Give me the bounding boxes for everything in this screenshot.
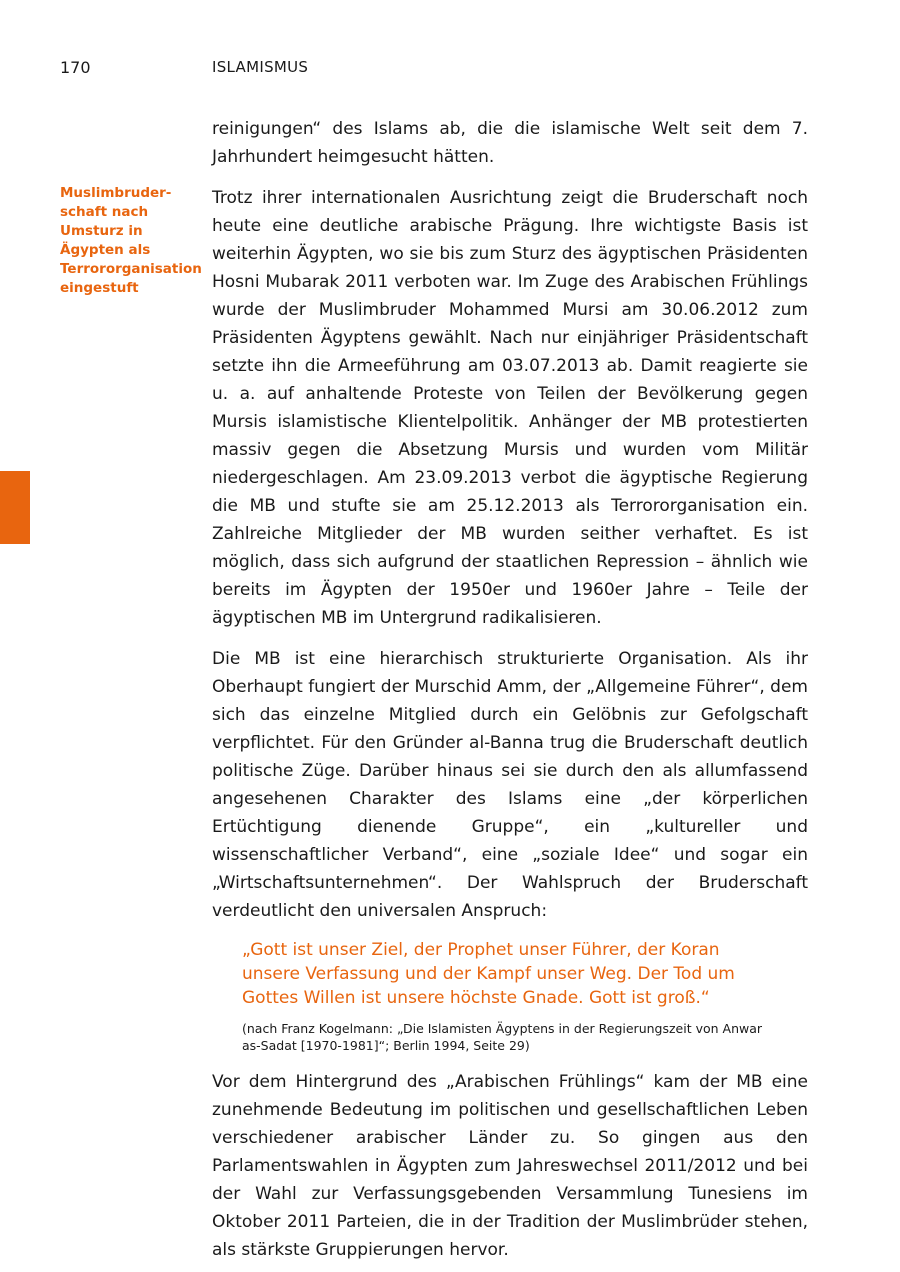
running-header: ISLAMISMUS (212, 58, 309, 76)
paragraph-1: reinigungen“ des Islams ab, die die islamische Welt seit dem 7. Jahrhundert heimgesucht hätten. (212, 119, 808, 167)
paragraph-3: Die MB ist eine hierarchisch strukturierte Organisation. Als ihr Oberhaupt fungiert der Murschid Amm, der „Allgemeine Führer“, dem sich das einzelne Mitglied durch ein Gelöbnis zur Gefolgschaft verpflichtet. Für den Gründer al-Banna trug die Bruderschaft deutlich politische Züge. Darüber hinaus sei sie durch den als allumfassend angesehenen Charakter des Islams eine „der körperlichen Ertüchtigung dienende Gruppe“, ein „kultureller und wissenschaftlicher Verband“, eine „soziale Idee“ und sogar ein „Wirtschaftsunternehmen“. Der Wahlspruch der Bruderschaft verdeutlicht den universalen Anspruch: (212, 649, 808, 921)
body-text (212, 115, 808, 1264)
chapter-tab-marker (0, 471, 30, 544)
quote-text: „Gott ist unser Ziel, der Prophet unser Führer, der Koran unsere Verfassung und der Kampf unser Weg. Der Tod um Gottes Willen ist unsere höchste Gnade. Gott ist groß.“ (242, 940, 735, 1008)
page-number: 170 (60, 58, 91, 77)
blockquote (242, 938, 780, 1054)
marginal-note: Muslimbruder-schaft nach Umsturz in Ägypten als Terrororganisation eingestuft (60, 185, 202, 296)
quote-source: (nach Franz Kogelmann: „Die Islamisten Ägyptens in der Regierungszeit von Anwar as-Sadat [1970-1981]“; Berlin 1994, Seite 29) (242, 1021, 763, 1053)
paragraph-4: Vor dem Hintergrund des „Arabischen Frühlings“ kam der MB eine zunehmende Bedeutung im politischen und gesellschaftlichen Leben verschiedener arabischer Länder zu. So gingen aus den Parlamentswahlen in Ägypten zum Jahreswechsel 2011/2012 und bei der Wahl zur Verfassungsgebenden Versammlung Tunesiens im Oktober 2011 Parteien, die in der Tradition der Muslimbrüder stehen, als stärkste Gruppierungen hervor. (212, 1072, 808, 1260)
paragraph-2: Trotz ihrer internationalen Ausrichtung zeigt die Bruderschaft noch heute eine deutliche arabische Prägung. Ihre wichtigste Basis ist weiterhin Ägypten, wo sie bis zum Sturz des ägyptischen Präsidenten Hosni Mubarak 2011 verboten war. Im Zuge des Arabischen Frühlings wurde der Muslimbruder Mohammed Mursi am 30.06.2012 zum Präsidenten Ägyptens gewählt. Nach nur einjähriger Präsidentschaft setzte ihn die Armeeführung am 03.07.2013 ab. Damit reagierte sie u. a. auf anhaltende Proteste von Teilen der Bevölkerung gegen Mursis islamistische Klientelpolitik. Anhänger der MB protestierten massiv gegen die Absetzung Mursis und wurden vom Militär niedergeschlagen. Am 23.09.2013 verbot die ägyptische Regierung die MB und stufte sie am 25.12.2013 als Terrororganisation ein. Zahlreiche Mitglieder der MB wurden seither verhaftet. Es ist möglich, dass sich aufgrund der staatlichen Repression – ähnlich wie bereits im Ägypten der 1950er und 1960er Jahre – Teile der ägyptischen MB im Untergrund radikalisieren. (212, 188, 808, 628)
